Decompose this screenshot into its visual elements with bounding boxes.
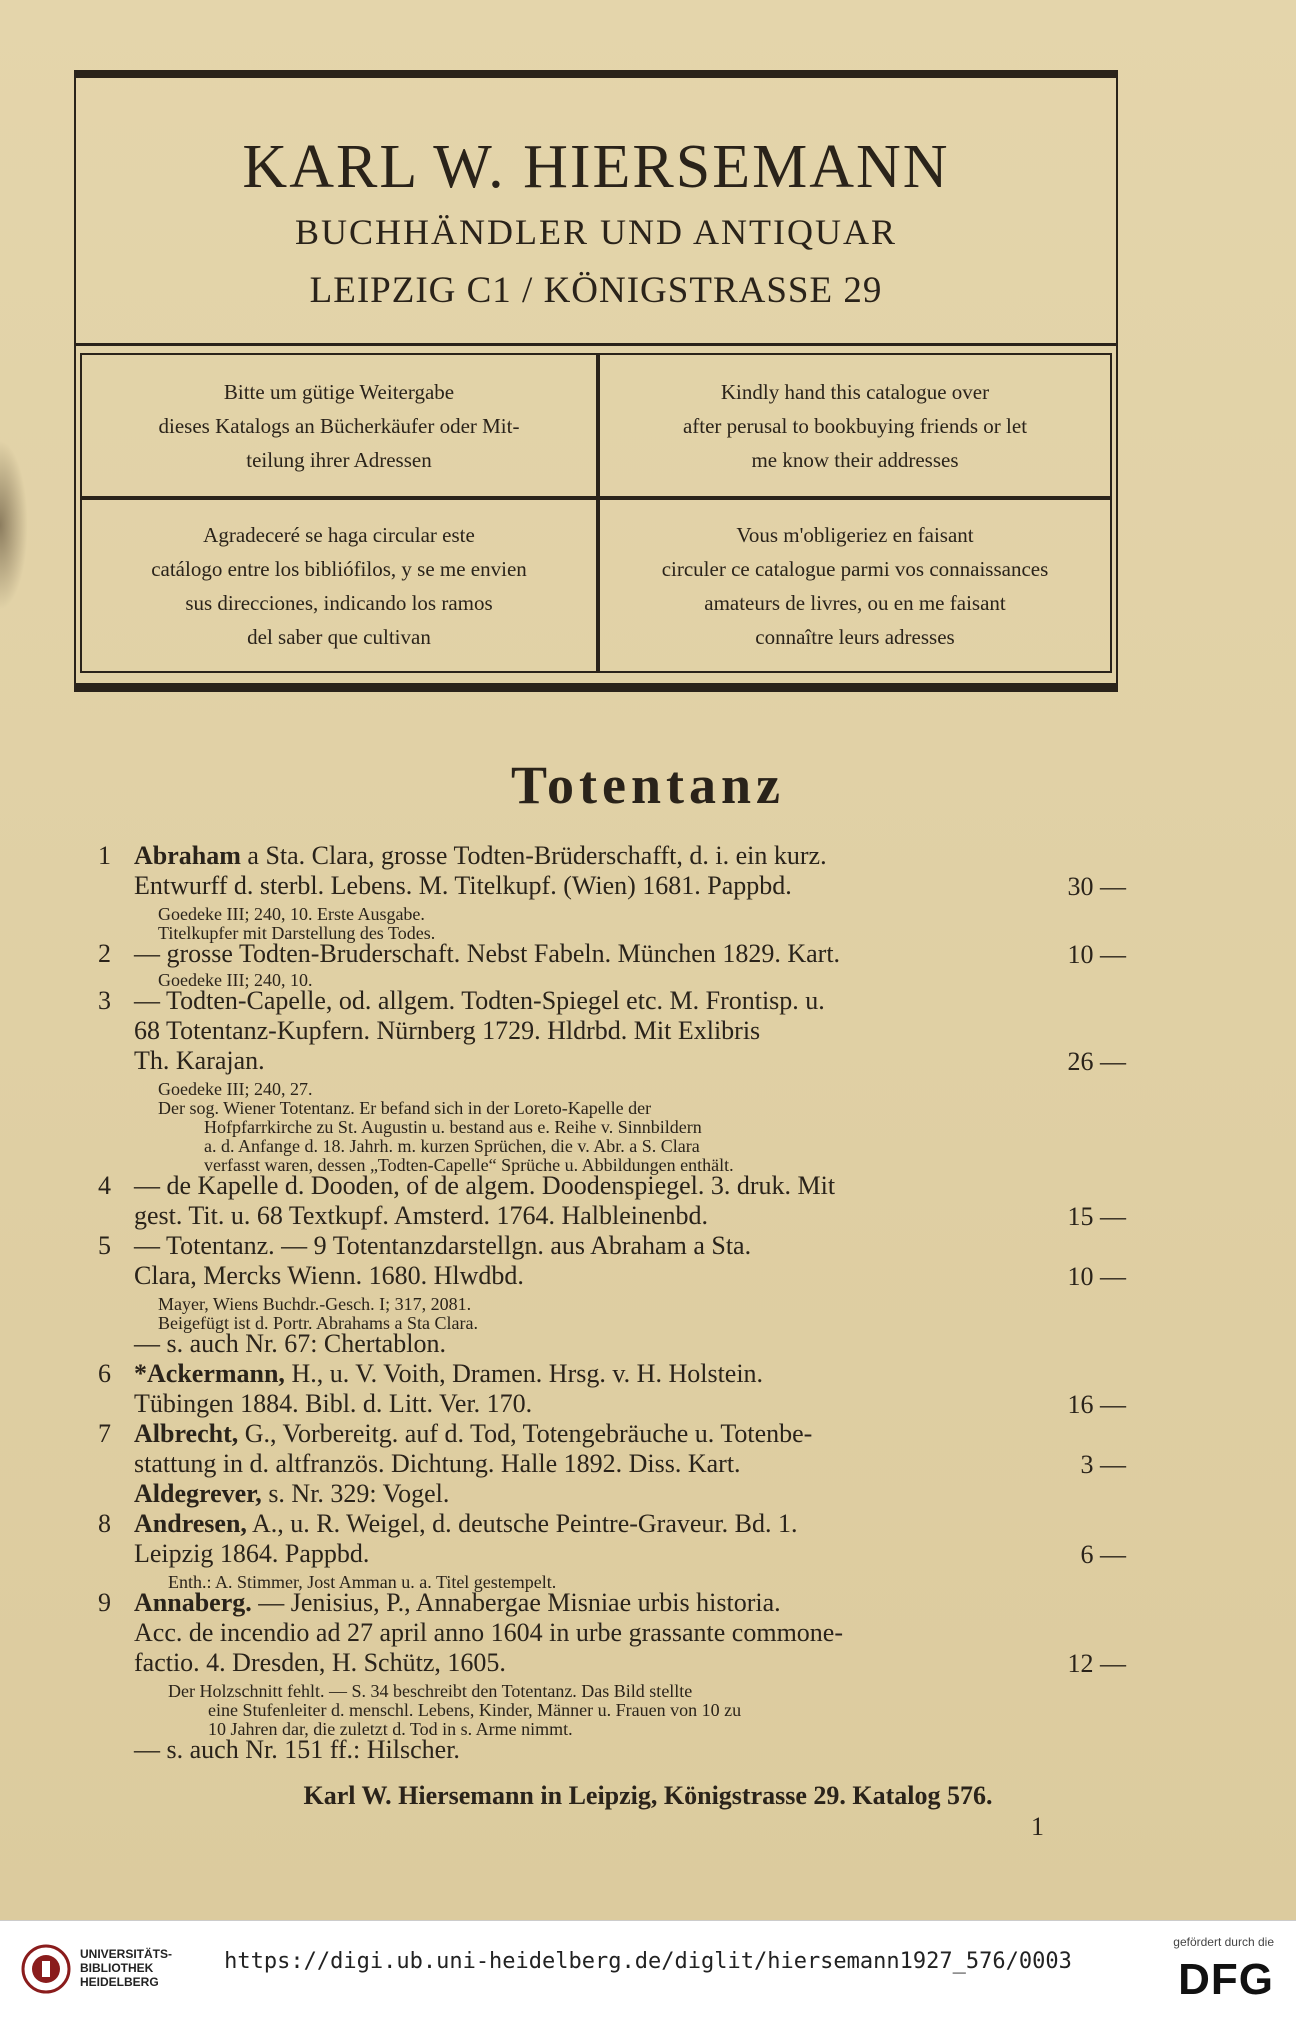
entry-note xyxy=(158,1294,471,1314)
entry-text: H., u. V. Voith, Dramen. Hrsg. v. H. Holstein. xyxy=(284,1359,764,1388)
page-edge-shadow xyxy=(0,440,28,610)
notice-line: Kindly hand this catalogue over xyxy=(720,379,990,404)
entry-line xyxy=(98,1232,751,1260)
entry-note-text: Goedeke III; 240, 10. Erste Ausgabe. xyxy=(158,904,425,924)
entry-note-text: eine Stufenleiter d. menschl. Lebens, Kinder, Männer u. Frauen von 10 zu xyxy=(208,1700,742,1720)
page-number: 1 xyxy=(1031,1812,1044,1841)
library-name-line: UNIVERSITÄTS- xyxy=(80,1947,173,1961)
entry-text: G., Vorbereitg. auf d. Tod, Totengebräuche u. Totenbe- xyxy=(238,1419,813,1448)
entry-note-text: 10 Jahren dar, die zuletzt d. Tod in s. Arme nimmt. xyxy=(208,1719,573,1739)
notice-spanish xyxy=(80,498,598,673)
notice-line: sus direcciones, indicando los ramos xyxy=(185,590,493,615)
entry-text: — Jenisius, P., Annabergae Misniae urbis historia. xyxy=(251,1588,781,1617)
entry-line xyxy=(98,940,840,968)
entry-line xyxy=(98,842,827,870)
notice-line: Agradeceré se haga circular este xyxy=(203,522,475,547)
entry-text: A., u. R. Weigel, d. deutsche Peintre-Graveur. Bd. 1. xyxy=(246,1509,798,1538)
entry-text: Clara, Mercks Wienn. 1680. Hlwdbd. xyxy=(134,1261,524,1290)
dfg-logo[interactable]: DFG xyxy=(1178,1955,1274,2004)
entry-number: 2 xyxy=(98,939,111,968)
entry-text: — s. auch Nr. 151 ff.: Hilscher. xyxy=(134,1735,460,1764)
entry-note-text: Hofpfarrkirche zu St. Augustin u. bestand aus e. Reihe v. Sinnbildern xyxy=(204,1117,702,1137)
entry-line xyxy=(134,1390,532,1418)
entry-note xyxy=(168,1681,692,1701)
entry-note xyxy=(204,1117,702,1137)
entry-line xyxy=(98,1510,797,1538)
entry-note xyxy=(158,904,425,924)
entry-text: gest. Tit. u. 68 Textkupf. Amsterd. 1764. Halbleinenbd. xyxy=(134,1201,709,1230)
dealer-header xyxy=(76,78,1116,346)
entry-author: Albrecht, xyxy=(134,1419,239,1448)
notice-english xyxy=(598,353,1112,498)
notice-line: me know their addresses xyxy=(751,447,959,472)
entry-note-text: Goedeke III; 240, 27. xyxy=(158,1079,313,1099)
viewer-bottom-bar xyxy=(0,1920,1296,2019)
entry-note-text: Der Holzschnitt fehlt. — S. 34 beschreibt den Totentanz. Das Bild stellte xyxy=(168,1681,693,1701)
entry-text: Entwurff d. sterbl. Lebens. M. Titelkupf. (Wien) 1681. Pappbd. xyxy=(134,871,792,900)
entry-line xyxy=(134,1649,506,1677)
entry-note-text: Titelkupfer mit Darstellung des Todes. xyxy=(158,923,436,943)
notice-line: Bitte um gütige Weitergabe xyxy=(223,379,455,404)
notice-line: catálogo entre los bibliófilos, y se me envien xyxy=(151,556,527,581)
entry-note xyxy=(158,1098,651,1118)
notice-grid xyxy=(76,353,1116,678)
entry-line xyxy=(134,1262,524,1290)
entry-text: Acc. de incendio ad 27 april anno 1604 in urbe grassante commone- xyxy=(134,1618,843,1647)
entry-text: — s. auch Nr. 67: Chertablon. xyxy=(134,1329,446,1358)
entry-line xyxy=(134,1202,708,1230)
dealer-name: KARL W. HIERSEMANN xyxy=(242,133,950,201)
entry-price: 10 — xyxy=(1067,940,1126,969)
entry-price: 3 — xyxy=(1080,1450,1126,1479)
permalink-url[interactable]: https://digi.ub.uni-heidelberg.de/diglit/hiersemann1927_576/0003 xyxy=(224,1949,1072,1974)
library-name-line: BIBLIOTHEK xyxy=(80,1961,154,1975)
entry-author: *Ackermann, xyxy=(134,1359,285,1388)
notice-line: dieses Katalogs an Bücherkäufer oder Mit- xyxy=(158,413,520,438)
entry-line xyxy=(98,1360,763,1388)
entry-line xyxy=(134,1450,741,1478)
notice-line: Vous m'obligeriez en faisant xyxy=(736,522,974,547)
entry-text: stattung in d. altfranzös. Dichtung. Halle 1892. Diss. Kart. xyxy=(134,1449,741,1478)
entry-price: 26 — xyxy=(1067,1047,1126,1076)
funded-by-label: gefördert durch die xyxy=(1173,1935,1274,1949)
catalogue-footer: Karl W. Hiersemann in Leipzig, Königstrasse 29. Katalog 576. xyxy=(303,1781,993,1810)
entry-number: 8 xyxy=(98,1509,111,1538)
entry-text: Leipzig 1864. Pappbd. xyxy=(134,1539,370,1568)
entry-price: 15 — xyxy=(1067,1202,1126,1231)
entry-line xyxy=(98,1172,835,1200)
entry-line xyxy=(134,872,792,900)
entry-line xyxy=(134,1330,446,1358)
entry-line xyxy=(98,987,825,1015)
dealer-subtitle: BUCHHÄNDLER UND ANTIQUAR xyxy=(295,212,897,252)
entry-number: 7 xyxy=(98,1419,111,1448)
entry-number: 4 xyxy=(98,1171,111,1200)
entry-line xyxy=(134,1619,843,1647)
notice-french xyxy=(598,498,1112,673)
notice-line: connaître leurs adresses xyxy=(755,624,955,649)
entry-line xyxy=(134,1480,449,1508)
entry-number: 1 xyxy=(98,841,111,870)
entry-text: — de Kapelle d. Dooden, of de algem. Doodenspiegel. 3. druk. Mit xyxy=(134,1171,836,1200)
entry-note-text: Enth.: A. Stimmer, Jost Amman u. a. Titel gestempelt. xyxy=(168,1572,557,1592)
entry-note-text: a. d. Anfange d. 18. Jahrh. m. kurzen Sprüchen, die v. Abr. a S. Clara xyxy=(204,1136,700,1156)
entry-line xyxy=(98,1589,781,1617)
entry-note xyxy=(208,1700,741,1720)
entry-text: 68 Totentanz-Kupfern. Nürnberg 1729. Hldrbd. Mit Exlibris xyxy=(134,1016,761,1045)
entry-price: 6 — xyxy=(1080,1540,1126,1569)
entry-price: 12 — xyxy=(1067,1649,1126,1678)
entry-author: Andresen, xyxy=(134,1509,247,1538)
entry-note-text: Mayer, Wiens Buchdr.-Gesch. I; 317, 2081. xyxy=(158,1294,472,1314)
section-title: Totentanz xyxy=(510,755,786,815)
notice-line: after perusal to bookbuying friends or let xyxy=(682,413,1028,438)
entry-text: factio. 4. Dresden, H. Schütz, 1605. xyxy=(134,1648,506,1677)
entry-note-text: Der sog. Wiener Totentanz. Er befand sich in der Loreto-Kapelle der xyxy=(158,1098,652,1118)
entry-number: 6 xyxy=(98,1359,111,1388)
frame-bottom-rule xyxy=(74,683,1118,692)
notice-line: circuler ce catalogue parmi vos connaissances xyxy=(661,556,1049,581)
entry-line xyxy=(134,1017,760,1045)
entry-text: — grosse Todten-Bruderschaft. Nebst Fabeln. München 1829. Kart. xyxy=(134,939,841,968)
entry-text: — Totentanz. — 9 Totentanzdarstellgn. aus Abraham a Sta. xyxy=(134,1231,752,1260)
entry-note-text: Beigefügt ist d. Portr. Abrahams a Sta Clara. xyxy=(158,1313,478,1333)
entry-note xyxy=(204,1136,700,1156)
entry-price: 10 — xyxy=(1067,1262,1126,1291)
entry-number: 3 xyxy=(98,986,111,1015)
header-frame xyxy=(74,76,1118,691)
dealer-address: LEIPZIG C1 / KÖNIGSTRASSE 29 xyxy=(309,270,883,311)
entry-line xyxy=(134,1540,369,1568)
entry-line xyxy=(98,1420,812,1448)
notice-german xyxy=(80,353,598,498)
entry-text: — Todten-Capelle, od. allgem. Todten-Spiegel etc. M. Frontisp. u. xyxy=(134,986,825,1015)
entry-text: s. Nr. 329: Vogel. xyxy=(261,1479,450,1508)
entry-line xyxy=(134,1736,460,1764)
notice-line: amateurs de livres, ou en me faisant xyxy=(704,590,1006,615)
entry-price: 30 — xyxy=(1067,872,1126,901)
entry-line xyxy=(134,1047,265,1075)
notice-line: del saber que cultivan xyxy=(247,624,431,649)
entry-text: a Sta. Clara, grosse Todten-Brüderschafft, d. i. ein kurz. xyxy=(240,841,827,870)
entry-author: Annaberg. xyxy=(134,1588,252,1617)
entry-text: Th. Karajan. xyxy=(134,1046,265,1075)
entry-author: Abraham xyxy=(134,841,241,870)
entry-text: Tübingen 1884. Bibl. d. Litt. Ver. 170. xyxy=(134,1389,533,1418)
entry-note-text: verfasst waren, dessen „Todten-Capelle“ Sprüche u. Abbildungen enthält. xyxy=(204,1155,734,1175)
entry-price: 16 — xyxy=(1067,1390,1126,1419)
library-name-line: HEIDELBERG xyxy=(80,1975,159,1989)
entry-note xyxy=(158,1079,312,1099)
notice-line: teilung ihrer Adressen xyxy=(246,447,432,472)
entry-author: Aldegrever, xyxy=(134,1479,262,1508)
entry-number: 5 xyxy=(98,1231,111,1260)
entry-number: 9 xyxy=(98,1588,111,1617)
entry-note-text: Goedeke III; 240, 10. xyxy=(158,970,313,990)
